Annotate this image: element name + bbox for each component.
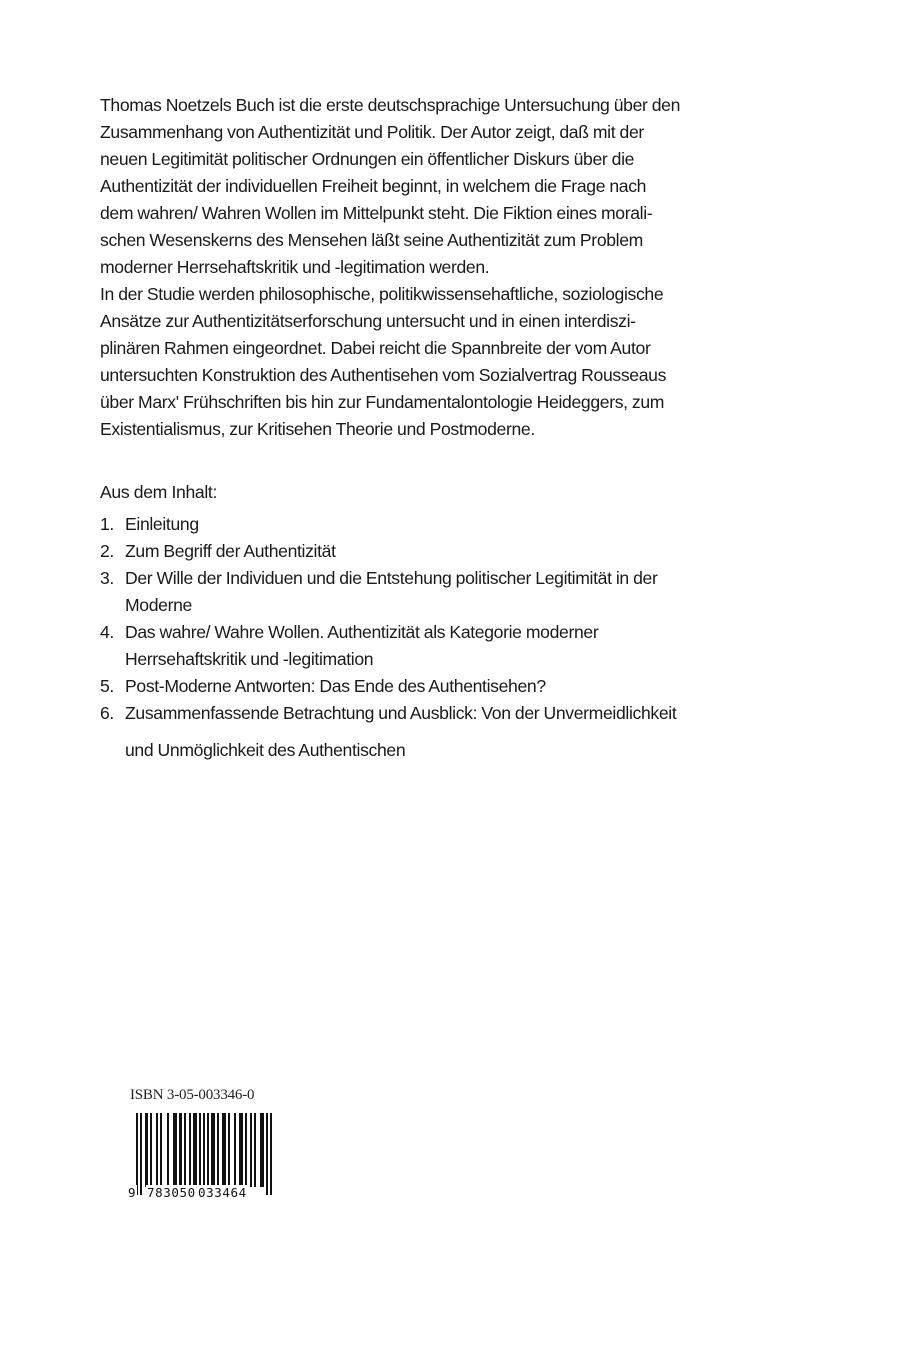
toc-item-number: 6. — [100, 703, 114, 723]
toc-item-title: Post-Moderne Antworten: Das Ende des Authentisehen? — [125, 676, 546, 696]
toc-item-text — [125, 565, 657, 619]
blurb-line: Ansätze zur Authentizitätserforschung untersucht und in einen interdiszi- — [100, 311, 636, 331]
toc-item-number: 5. — [100, 676, 114, 696]
toc-item-number: 3. — [100, 568, 114, 588]
blurb-line: Existentialismus, zur Kritisehen Theorie und Postmoderne. — [100, 419, 535, 439]
toc-item-title: Das wahre/ Wahre Wollen. Authentizität als Kategorie moderner — [125, 622, 599, 642]
toc-item-number: 2. — [100, 541, 114, 561]
toc-item-continuation: und Unmöglichkeit des Authentischen — [125, 740, 406, 760]
barcode — [130, 1113, 280, 1205]
toc-item — [100, 619, 760, 673]
isbn-label: ISBN 3-05-003346-0 — [130, 1087, 255, 1103]
blurb-line: plinären Rahmen eingeordnet. Dabei reicht die Spannbreite der vom Autor — [100, 338, 651, 358]
barcode-bars — [136, 1113, 272, 1195]
blurb-line: über Marx' Frühschriften bis hin zur Fundamentalontologie Heideggers, zum — [100, 392, 665, 412]
barcode-lead-digit: 9 — [128, 1185, 137, 1200]
barcode-group-2: 033464 — [198, 1185, 247, 1200]
blurb-line: neuen Legitimität politischer Ordnungen ein öffentlicher Diskurs über die — [100, 149, 635, 169]
toc-heading: Aus dem Inhalt: — [100, 482, 217, 502]
toc-item-title: Zum Begriff der Authentizität — [125, 541, 336, 561]
toc-item — [100, 511, 760, 538]
toc-item-continuation: Moderne — [125, 595, 192, 615]
toc-item-title: Der Wille der Individuen und die Entstehung politischer Legitimität in der — [125, 568, 658, 588]
blurb-line: dem wahren/ Wahren Wollen im Mittelpunkt steht. Die Fiktion eines morali- — [100, 203, 653, 223]
toc-item — [100, 538, 760, 565]
toc-item — [100, 673, 760, 700]
toc-item-continuation: Herrsehaftskritik und -legitimation — [125, 649, 374, 669]
blurb-line: untersuchten Konstruktion des Authentisehen vom Sozialvertrag Rousseaus — [100, 365, 667, 385]
table-of-contents — [100, 511, 760, 764]
toc-item-text — [125, 511, 199, 538]
toc-item — [100, 700, 760, 764]
blurb-text — [100, 92, 740, 443]
toc-item-number: 1. — [100, 514, 114, 534]
toc-item-text — [125, 673, 546, 700]
blurb-line: Authentizität der individuellen Freiheit beginnt, in welchem die Frage nach — [100, 176, 647, 196]
toc-item-text — [125, 700, 676, 764]
toc-item — [100, 565, 760, 619]
blurb-line: Thomas Noetzels Buch ist die erste deutschsprachige Untersuchung über den — [100, 95, 681, 115]
toc-item-text — [125, 619, 598, 673]
toc-item-title: Zusammenfassende Betrachtung und Ausblick: Von der Unvermeidlichkeit — [125, 703, 677, 723]
barcode-group-1: 783050 — [147, 1185, 196, 1200]
toc-item-title: Einleitung — [125, 514, 199, 534]
blurb-line: moderner Herrsehaftskritik und -legitimation werden. — [100, 257, 490, 277]
toc-item-number: 4. — [100, 622, 114, 642]
blurb-line: In der Studie werden philosophische, politikwissensehaftliche, soziologische — [100, 284, 664, 304]
isbn-block — [130, 1087, 280, 1205]
blurb-line: schen Wesenskerns des Mensehen läßt seine Authentizität zum Problem — [100, 230, 643, 250]
toc-item-text — [125, 538, 336, 565]
blurb-line: Zusammenhang von Authentizität und Politik. Der Autor zeigt, daß mit der — [100, 122, 644, 142]
